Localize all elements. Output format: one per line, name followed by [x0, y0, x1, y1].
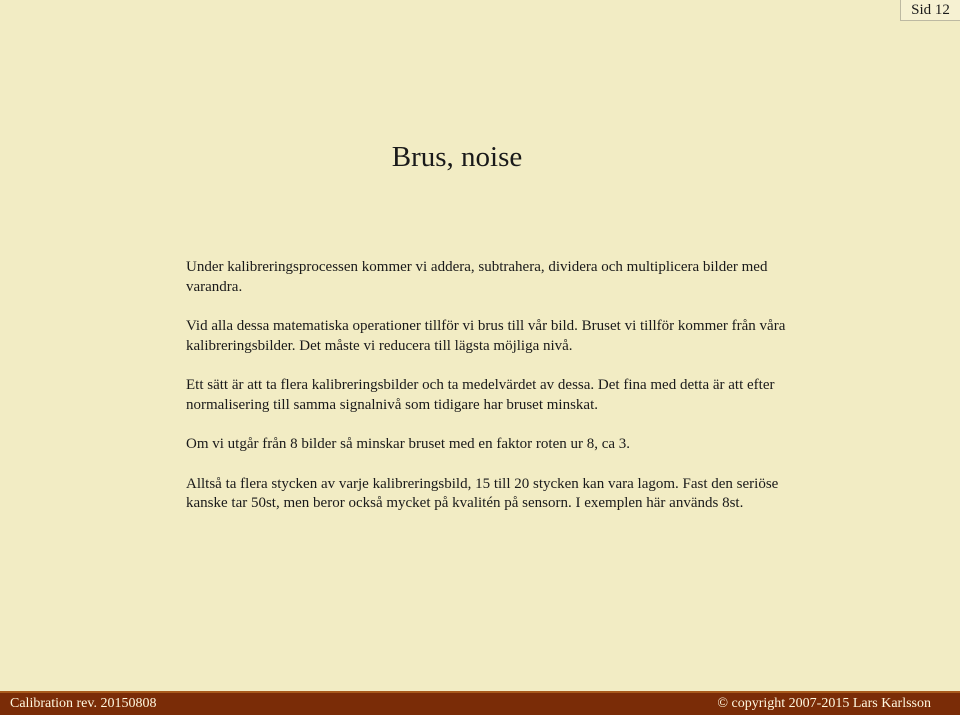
body-text: [186, 258, 786, 534]
paragraph-3: Ett sätt är att ta flera kalibreringsbilder och ta medelvärdet av dessa. Det fina med detta är att efter normalisering till samma signalnivå som tidigare har bruset minskat.: [186, 377, 775, 413]
paragraph-4: Om vi utgår från 8 bilder så minskar bruset med en faktor roten ur 8, ca 3.: [186, 436, 631, 452]
paragraph-5: Alltså ta flera stycken av varje kalibreringsbild, 15 till 20 stycken kan vara lagom. Fast den seriöse kanske tar 50st, men beror också mycket på kvalitén på sensorn. I exemplen här används 8st.: [186, 475, 779, 511]
paragraph-2: Vid alla dessa matematiska operationer tillför vi brus till vår bild. Bruset vi tillför kommer från våra kalibreringsbilder. Det måste vi reducera till lägsta möjliga nivå.: [186, 318, 786, 354]
slide-title: Brus, noise: [391, 141, 523, 173]
footer-revision: Calibration rev. 20150808: [10, 696, 157, 711]
footer-bar: [0, 691, 960, 715]
footer-copyright: © copyright 2007-2015 Lars Karlsson: [717, 696, 931, 711]
page-number: Sid 12: [900, 0, 960, 21]
paragraph-1: Under kalibreringsprocessen kommer vi addera, subtrahera, dividera och multiplicera bilder med varandra.: [186, 259, 768, 295]
